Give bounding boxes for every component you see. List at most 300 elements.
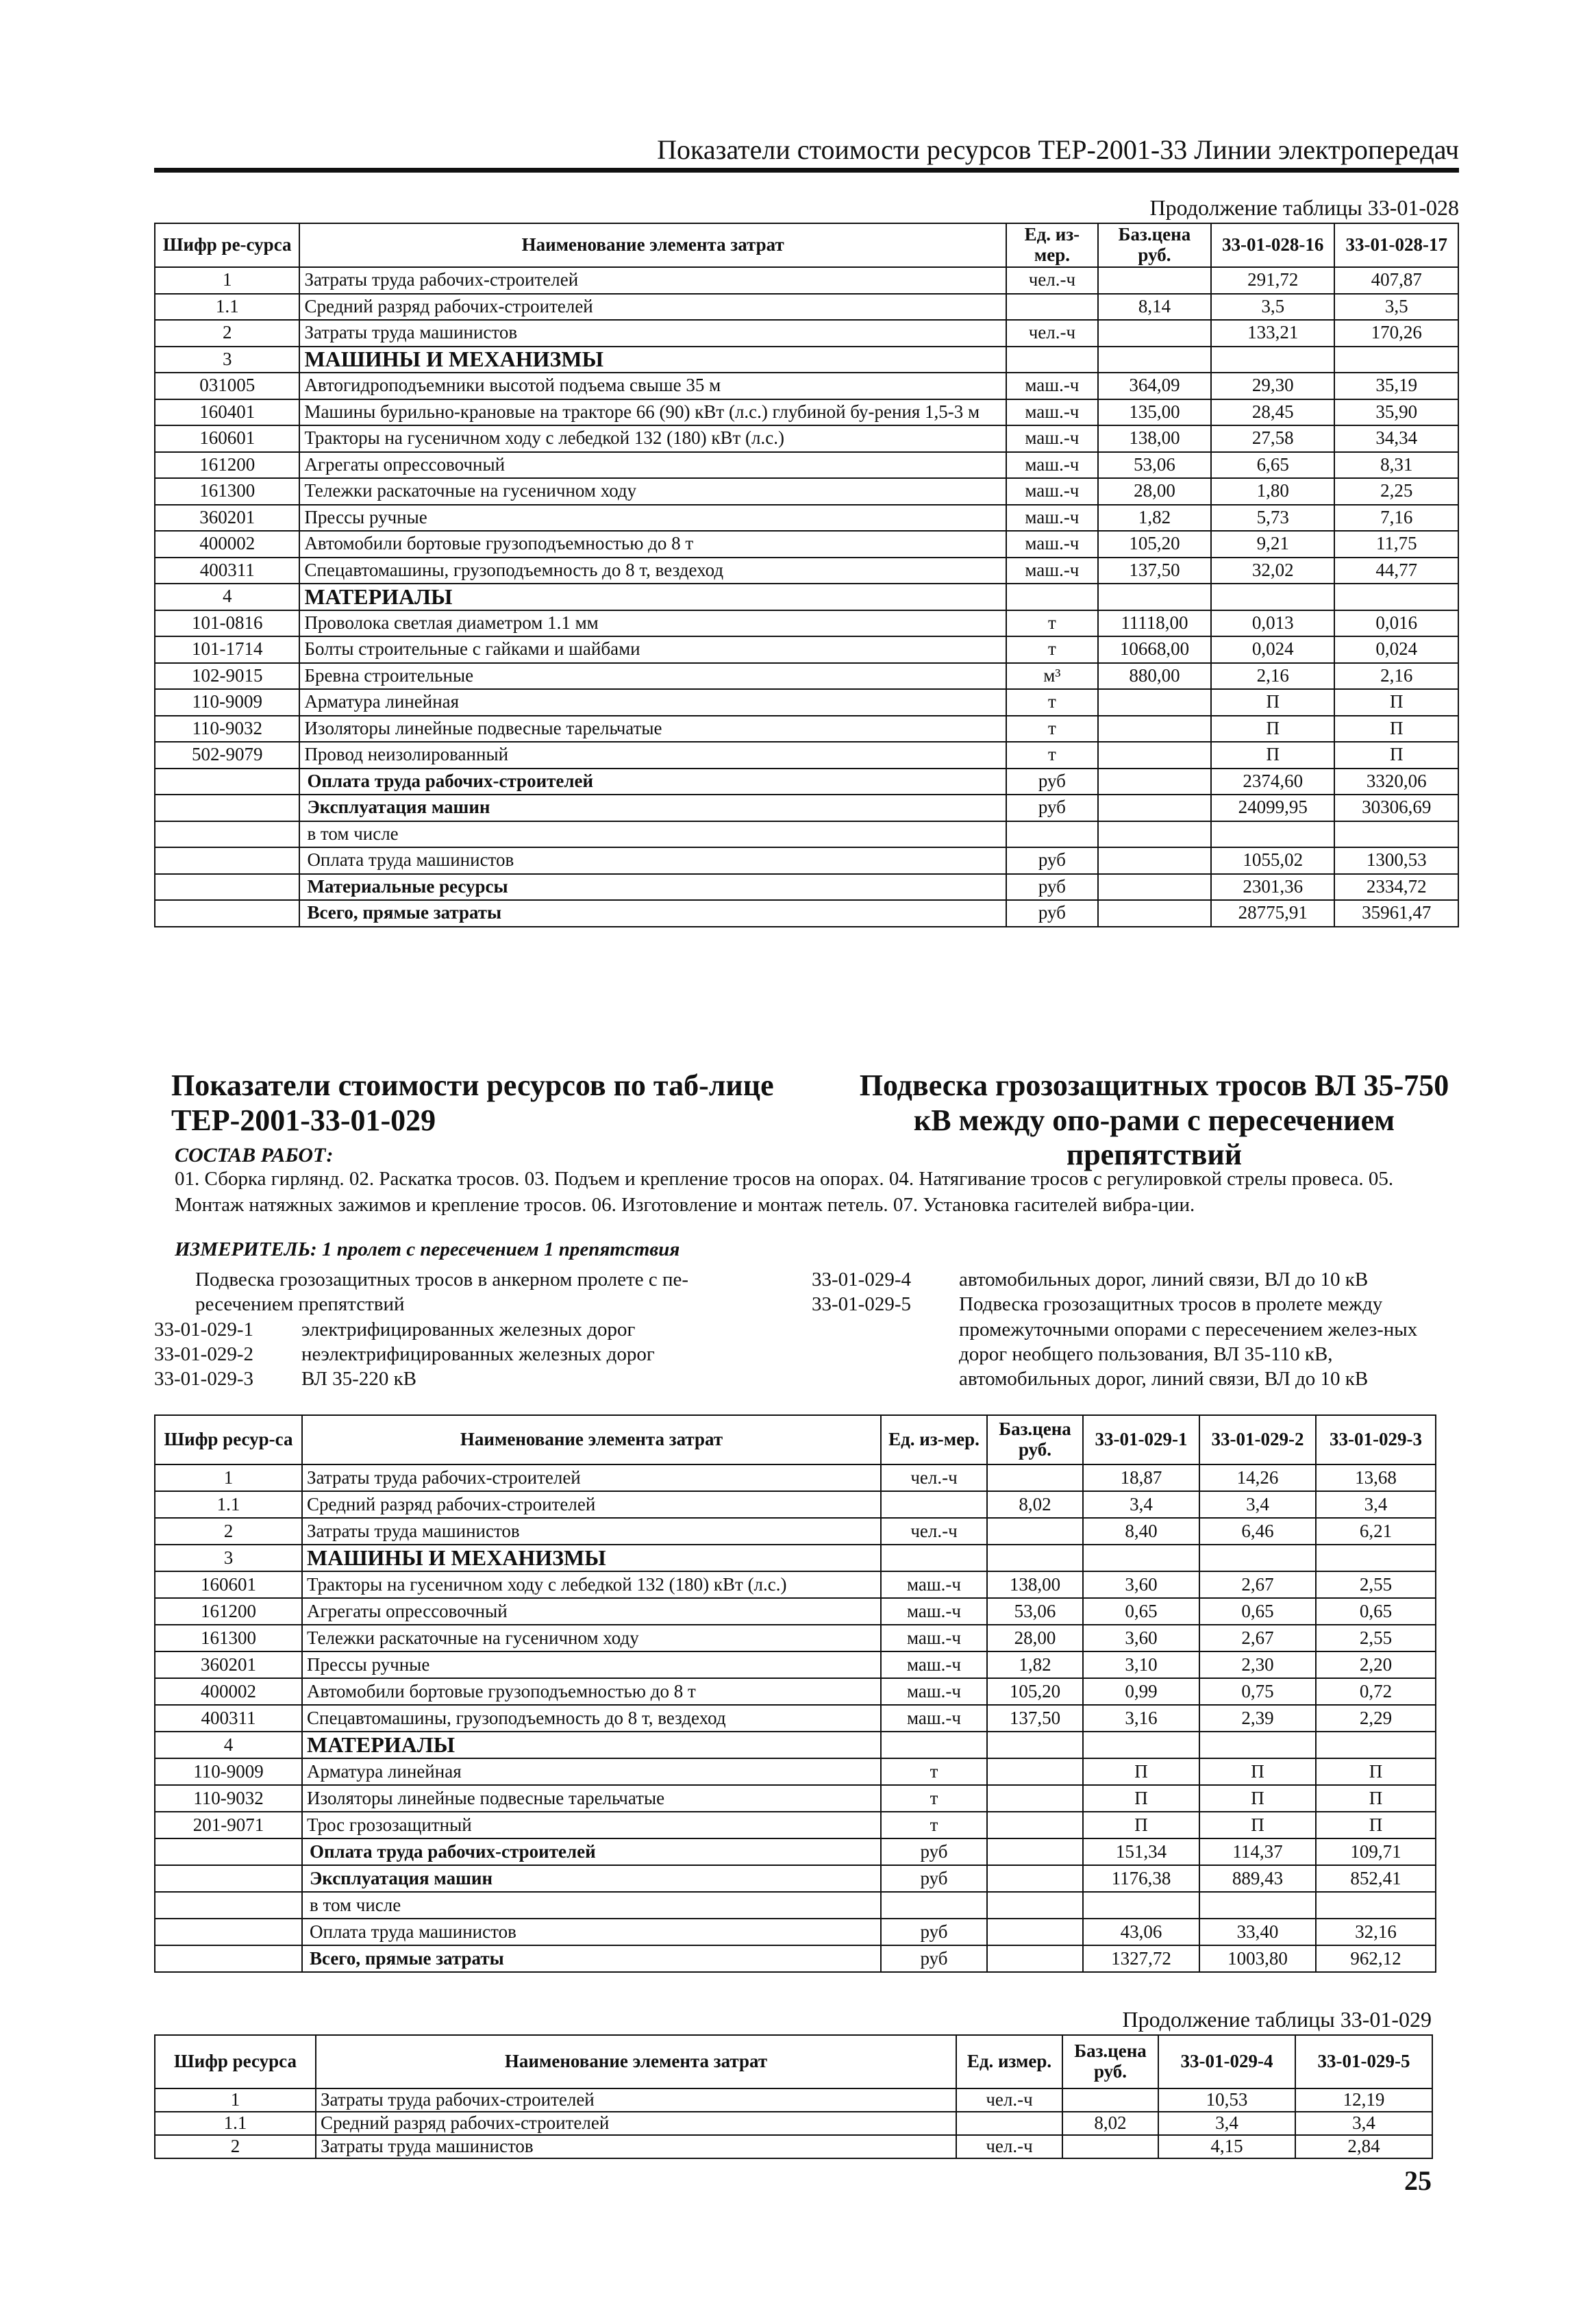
cell-value-2: 0,016 xyxy=(1334,610,1458,637)
table-row xyxy=(155,1625,1436,1651)
table-row xyxy=(155,531,1458,558)
col-header-price: Баз.цена руб. xyxy=(987,1415,1083,1464)
table-row xyxy=(155,742,1458,769)
cell-unit: т xyxy=(1006,610,1098,637)
cell-value-3 xyxy=(1316,1545,1436,1571)
cell-value-1: 3,10 xyxy=(1083,1651,1199,1678)
col-header-029-2: 33-01-029-2 xyxy=(1199,1415,1316,1464)
cell-code: 400002 xyxy=(155,1678,302,1705)
cell-unit: чел.-ч xyxy=(956,2135,1062,2158)
cell-value-3: 2,29 xyxy=(1316,1705,1436,1732)
cell-name: Затраты труда машинистов xyxy=(316,2135,956,2158)
cell-value-3: 2,55 xyxy=(1316,1625,1436,1651)
cell-name: МАТЕРИАЛЫ xyxy=(299,584,1006,610)
cell-code: 360201 xyxy=(155,505,299,532)
cell-unit: руб xyxy=(881,1945,987,1972)
cell-unit: м³ xyxy=(1006,663,1098,690)
cell-name: МАТЕРИАЛЫ xyxy=(302,1732,881,1758)
col-header-code: Шифр ре-сурса xyxy=(155,223,299,267)
cell-value-2: П xyxy=(1199,1758,1316,1785)
cell-price xyxy=(1062,2135,1158,2158)
cell-code: 2 xyxy=(155,320,299,347)
cell-value-1: 28,45 xyxy=(1211,399,1335,426)
cell-code: 161200 xyxy=(155,452,299,479)
cell-name: Всего, прямые затраты xyxy=(302,1945,881,1972)
table-row xyxy=(155,1651,1436,1678)
cell-value-2: 3320,06 xyxy=(1334,769,1458,795)
table-row xyxy=(155,267,1458,294)
cell-price xyxy=(987,1545,1083,1571)
cell-value-1: 3,16 xyxy=(1083,1705,1199,1732)
cell-name: Арматура линейная xyxy=(299,689,1006,716)
table-33-01-028 xyxy=(154,223,1459,927)
section-title-left: Показатели стоимости ресурсов по таб-лице ТЕР-2001-33-01-029 xyxy=(171,1069,774,1137)
cell-code: 110-9009 xyxy=(155,689,299,716)
cell-name: Затраты труда рабочих-строителей xyxy=(316,2088,956,2112)
table-row xyxy=(155,1464,1436,1491)
cell-price xyxy=(987,1919,1083,1945)
table-row xyxy=(155,399,1458,426)
cell-price xyxy=(1098,874,1211,901)
cell-unit: т xyxy=(881,1812,987,1838)
table-row xyxy=(155,1571,1436,1598)
cell-value-1: П xyxy=(1211,689,1335,716)
cell-name: Затраты труда машинистов xyxy=(302,1518,881,1545)
cell-code: 2 xyxy=(155,1518,302,1545)
cell-name: Провод неизолированный xyxy=(299,742,1006,769)
cell-value-1: 1176,38 xyxy=(1083,1865,1199,1892)
cell-code xyxy=(155,1919,302,1945)
cell-value-3: 3,4 xyxy=(1316,1491,1436,1518)
cell-code: 161300 xyxy=(155,1625,302,1651)
table-row xyxy=(155,425,1458,452)
cell-value-1: 3,4 xyxy=(1158,2112,1295,2135)
page-header: Показатели стоимости ресурсов ТЕР-2001-33 Линии электропередач xyxy=(657,134,1459,165)
table-row xyxy=(155,821,1458,848)
cell-value-2 xyxy=(1199,1545,1316,1571)
cell-price: 11118,00 xyxy=(1098,610,1211,637)
cell-value-1: 28775,91 xyxy=(1211,900,1335,927)
measure-text: неэлектрифицированных железных дорог xyxy=(301,1343,655,1365)
cell-value-2: 33,40 xyxy=(1199,1919,1316,1945)
cell-unit: маш.-ч xyxy=(1006,399,1098,426)
cell-unit: руб xyxy=(1006,900,1098,927)
cell-unit: чел.-ч xyxy=(881,1464,987,1491)
col-header-028-16: 33-01-028-16 xyxy=(1211,223,1335,267)
cell-unit: т xyxy=(1006,742,1098,769)
cell-unit: чел.-ч xyxy=(1006,267,1098,294)
cell-price xyxy=(987,1464,1083,1491)
cell-value-3: 2,55 xyxy=(1316,1571,1436,1598)
cell-code: 110-9032 xyxy=(155,716,299,743)
cell-value-2: 14,26 xyxy=(1199,1464,1316,1491)
table-row xyxy=(155,2112,1432,2135)
table-33-01-029 xyxy=(154,1414,1436,1973)
cell-price xyxy=(1098,821,1211,848)
cell-value-2: 6,46 xyxy=(1199,1518,1316,1545)
cell-name: Затраты труда машинистов xyxy=(299,320,1006,347)
table-row xyxy=(155,1491,1436,1518)
measures-left xyxy=(154,1267,757,1391)
measure-text: ВЛ 35-220 кВ xyxy=(301,1368,416,1390)
cell-value-3: П xyxy=(1316,1812,1436,1838)
table-row xyxy=(155,636,1458,663)
table-row xyxy=(155,769,1458,795)
cell-name: в том числе xyxy=(302,1892,881,1919)
cell-value-2: 2,25 xyxy=(1334,478,1458,505)
measure-text: Подвеска грозозащитных тросов в пролете между промежуточными опорами с пересечением желез-ных дорог необщего пользования, ВЛ 35-110 кВ, автомобильных дорог, линий связи, ВЛ до 10 кВ xyxy=(959,1293,1418,1390)
measure-code: 33-01-029-2 xyxy=(154,1343,253,1365)
cell-name: Эксплуатация машин xyxy=(302,1865,881,1892)
cell-value-2: 2,84 xyxy=(1295,2135,1432,2158)
cell-price xyxy=(1098,267,1211,294)
cell-price xyxy=(1098,769,1211,795)
table1-continuation-label: Продолжение таблицы 33-01-028 xyxy=(1149,195,1459,220)
cell-value-1: 5,73 xyxy=(1211,505,1335,532)
cell-name: Автомобили бортовые грузоподъемностью до 8 т xyxy=(302,1678,881,1705)
cell-value-1: 6,65 xyxy=(1211,452,1335,479)
cell-name: Оплата труда рабочих-строителей xyxy=(302,1838,881,1865)
cell-value-3: П xyxy=(1316,1785,1436,1812)
cell-value-2: 1300,53 xyxy=(1334,847,1458,874)
cell-name: Тележки раскаточные на гусеничном ходу xyxy=(302,1625,881,1651)
cell-unit: маш.-ч xyxy=(881,1678,987,1705)
cell-value-3: 962,12 xyxy=(1316,1945,1436,1972)
cell-price: 28,00 xyxy=(987,1625,1083,1651)
table-row xyxy=(155,294,1458,321)
cell-code xyxy=(155,874,299,901)
table-row xyxy=(155,373,1458,399)
cell-unit: маш.-ч xyxy=(1006,373,1098,399)
cell-price: 364,09 xyxy=(1098,373,1211,399)
cell-code: 1 xyxy=(155,2088,316,2112)
cell-unit: руб xyxy=(1006,847,1098,874)
cell-value-1: 1055,02 xyxy=(1211,847,1335,874)
measure-code: 33-01-029-3 xyxy=(154,1368,253,1390)
cell-value-2: 11,75 xyxy=(1334,531,1458,558)
cell-value-1: 0,013 xyxy=(1211,610,1335,637)
cell-value-2 xyxy=(1199,1732,1316,1758)
cell-unit: маш.-ч xyxy=(881,1705,987,1732)
cell-name: Средний разряд рабочих-строителей xyxy=(302,1491,881,1518)
cell-value-1: 9,21 xyxy=(1211,531,1335,558)
cell-price xyxy=(1098,742,1211,769)
cell-value-1 xyxy=(1211,347,1335,373)
cell-unit: руб xyxy=(881,1919,987,1945)
cell-unit xyxy=(881,1491,987,1518)
table-row xyxy=(155,1732,1436,1758)
cell-unit: маш.-ч xyxy=(1006,531,1098,558)
cell-code: 101-0816 xyxy=(155,610,299,637)
col-header-unit: Ед. из-мер. xyxy=(881,1415,987,1464)
cell-value-2: 3,4 xyxy=(1199,1491,1316,1518)
cell-code: 1 xyxy=(155,1464,302,1491)
cell-value-2: 2,67 xyxy=(1199,1571,1316,1598)
cell-price xyxy=(1098,347,1211,373)
cell-name: Прессы ручные xyxy=(302,1651,881,1678)
header-rule xyxy=(154,168,1459,173)
cell-name: Затраты труда рабочих-строителей xyxy=(299,267,1006,294)
cell-value-1 xyxy=(1211,584,1335,610)
page-number: 25 xyxy=(1404,2165,1432,2196)
cell-unit: т xyxy=(881,1758,987,1785)
table-row xyxy=(155,1598,1436,1625)
cell-unit: чел.-ч xyxy=(1006,320,1098,347)
cell-value-2: 889,43 xyxy=(1199,1865,1316,1892)
cell-value-1: 4,15 xyxy=(1158,2135,1295,2158)
cell-name: Материальные ресурсы xyxy=(299,874,1006,901)
cell-name: Изоляторы линейные подвесные тарельчатые xyxy=(302,1785,881,1812)
cell-price xyxy=(1098,795,1211,821)
cell-value-2: 30306,69 xyxy=(1334,795,1458,821)
cell-value-3 xyxy=(1316,1732,1436,1758)
cell-code: 201-9071 xyxy=(155,1812,302,1838)
cell-code: 400311 xyxy=(155,1705,302,1732)
table-row xyxy=(155,1785,1436,1812)
cell-name: Прессы ручные xyxy=(299,505,1006,532)
cell-value-2: П xyxy=(1334,689,1458,716)
cell-code xyxy=(155,769,299,795)
table-row xyxy=(155,610,1458,637)
cell-value-3: 2,20 xyxy=(1316,1651,1436,1678)
cell-price xyxy=(987,1812,1083,1838)
cell-value-1: 24099,95 xyxy=(1211,795,1335,821)
cell-name: Машины бурильно-крановые на тракторе 66 (90) кВт (л.с.) глубиной бу-рения 1,5-3 м xyxy=(299,399,1006,426)
cell-value-2: П xyxy=(1199,1785,1316,1812)
cell-value-2: 407,87 xyxy=(1334,267,1458,294)
cell-value-1: 3,5 xyxy=(1211,294,1335,321)
cell-price: 28,00 xyxy=(1098,478,1211,505)
cell-value-2: 170,26 xyxy=(1334,320,1458,347)
table-row xyxy=(155,1838,1436,1865)
cell-price xyxy=(987,1945,1083,1972)
col-header-name: Наименование элемента затрат xyxy=(299,223,1006,267)
cell-code: 101-1714 xyxy=(155,636,299,663)
cell-value-3 xyxy=(1316,1892,1436,1919)
cell-code: 102-9015 xyxy=(155,663,299,690)
cell-price: 137,50 xyxy=(987,1705,1083,1732)
cell-value-2: 2334,72 xyxy=(1334,874,1458,901)
table-row xyxy=(155,689,1458,716)
cell-value-3: 32,16 xyxy=(1316,1919,1436,1945)
measure-code: 33-01-029-5 xyxy=(812,1293,911,1316)
cell-value-1: 0,65 xyxy=(1083,1598,1199,1625)
cell-unit: чел.-ч xyxy=(956,2088,1062,2112)
table-row xyxy=(155,795,1458,821)
measure-item xyxy=(812,1267,1432,1292)
cell-name: Оплата труда машинистов xyxy=(299,847,1006,874)
cell-price: 53,06 xyxy=(987,1598,1083,1625)
cell-unit: маш.-ч xyxy=(881,1571,987,1598)
cell-value-2: 12,19 xyxy=(1295,2088,1432,2112)
section-title-right: Подвеска грозозащитных тросов ВЛ 35-750 кВ между опо-рами с пересечением препятствий xyxy=(859,1069,1449,1172)
cell-name: Агрегаты опрессовочный xyxy=(299,452,1006,479)
cell-unit: т xyxy=(881,1785,987,1812)
cell-price: 138,00 xyxy=(987,1571,1083,1598)
cell-name: Болты строительные с гайками и шайбами xyxy=(299,636,1006,663)
cell-price: 10668,00 xyxy=(1098,636,1211,663)
cell-value-1: 291,72 xyxy=(1211,267,1335,294)
cell-price: 1,82 xyxy=(987,1651,1083,1678)
cell-unit xyxy=(956,2112,1062,2135)
table-row xyxy=(155,1758,1436,1785)
cell-value-1: 151,34 xyxy=(1083,1838,1199,1865)
cell-unit: маш.-ч xyxy=(1006,452,1098,479)
col-header-code: Шифр ресурса xyxy=(155,2035,316,2088)
cell-value-1: 32,02 xyxy=(1211,558,1335,584)
cell-code: 031005 xyxy=(155,373,299,399)
cell-code: 160401 xyxy=(155,399,299,426)
cell-name: Спецавтомашины, грузоподъемность до 8 т, вездеход xyxy=(302,1705,881,1732)
measure-text: автомобильных дорог, линий связи, ВЛ до 10 кВ xyxy=(959,1269,1369,1290)
cell-value-1: 18,87 xyxy=(1083,1464,1199,1491)
cell-unit: т xyxy=(1006,716,1098,743)
cell-price: 1,82 xyxy=(1098,505,1211,532)
cell-code: 161200 xyxy=(155,1598,302,1625)
table-row xyxy=(155,847,1458,874)
cell-name: Оплата труда рабочих-строителей xyxy=(299,769,1006,795)
cell-value-2: 35961,47 xyxy=(1334,900,1458,927)
cell-value-3: 852,41 xyxy=(1316,1865,1436,1892)
measures-right xyxy=(812,1267,1432,1391)
cell-value-3: 0,65 xyxy=(1316,1598,1436,1625)
cell-code xyxy=(155,1838,302,1865)
col-header-price: Баз.цена руб. xyxy=(1062,2035,1158,2088)
cell-value-2 xyxy=(1334,821,1458,848)
cell-code: 110-9032 xyxy=(155,1785,302,1812)
cell-code: 4 xyxy=(155,1732,302,1758)
cell-unit: маш.-ч xyxy=(1006,505,1098,532)
work-composition-text: 01. Сборка гирлянд. 02. Раскатка тросов. 03. Подъем и крепление тросов на опорах. 04. Натягивание тросов с регулировкой стрелы провеса. 05. Монтаж натяжных зажимов и крепление тросов. 06. Изготовление и монтаж петель. 07. Установка гасителей вибра-ции. xyxy=(175,1168,1394,1217)
cell-value-1: 43,06 xyxy=(1083,1919,1199,1945)
cell-name: в том числе xyxy=(299,821,1006,848)
cell-value-2 xyxy=(1334,347,1458,373)
cell-value-1: 8,40 xyxy=(1083,1518,1199,1545)
cell-price: 137,50 xyxy=(1098,558,1211,584)
col-header-029-3: 33-01-029-3 xyxy=(1316,1415,1436,1464)
cell-unit: маш.-ч xyxy=(881,1651,987,1678)
table-row xyxy=(155,505,1458,532)
cell-code: 1.1 xyxy=(155,1491,302,1518)
table-row xyxy=(155,1945,1436,1972)
cell-value-1 xyxy=(1083,1892,1199,1919)
cell-price xyxy=(1098,716,1211,743)
col-header-code: Шифр ресур-са xyxy=(155,1415,302,1464)
cell-name: Спецавтомашины, грузоподъемность до 8 т, вездеход xyxy=(299,558,1006,584)
measure-item xyxy=(154,1342,757,1367)
cell-value-2 xyxy=(1334,584,1458,610)
cell-value-2: 1003,80 xyxy=(1199,1945,1316,1972)
cell-value-2: П xyxy=(1199,1812,1316,1838)
table-row xyxy=(155,1705,1436,1732)
measure-item xyxy=(154,1317,757,1342)
cell-unit xyxy=(1006,821,1098,848)
cell-code: 110-9009 xyxy=(155,1758,302,1785)
cell-unit: т xyxy=(1006,636,1098,663)
cell-value-2: 44,77 xyxy=(1334,558,1458,584)
cell-value-1: П xyxy=(1083,1758,1199,1785)
col-header-029-5: 33-01-029-5 xyxy=(1295,2035,1432,2088)
cell-price: 8,14 xyxy=(1098,294,1211,321)
table-row xyxy=(155,2135,1432,2158)
cell-code: 502-9079 xyxy=(155,742,299,769)
table-row xyxy=(155,2088,1432,2112)
measure-item xyxy=(154,1367,757,1391)
cell-name: МАШИНЫ И МЕХАНИЗМЫ xyxy=(302,1545,881,1571)
measure-item xyxy=(812,1292,1432,1391)
cell-code: 160601 xyxy=(155,425,299,452)
cell-price xyxy=(1098,320,1211,347)
table-row xyxy=(155,1919,1436,1945)
cell-unit: руб xyxy=(881,1865,987,1892)
cell-unit: руб xyxy=(881,1838,987,1865)
cell-price xyxy=(987,1732,1083,1758)
cell-code: 4 xyxy=(155,584,299,610)
cell-code xyxy=(155,1945,302,1972)
cell-unit: руб xyxy=(1006,769,1098,795)
table-row xyxy=(155,452,1458,479)
cell-name: МАШИНЫ И МЕХАНИЗМЫ xyxy=(299,347,1006,373)
cell-code xyxy=(155,821,299,848)
cell-unit: руб xyxy=(1006,795,1098,821)
cell-name: Тракторы на гусеничном ходу с лебедкой 132 (180) кВт (л.с.) xyxy=(299,425,1006,452)
cell-value-3: 6,21 xyxy=(1316,1518,1436,1545)
cell-name: Оплата труда машинистов xyxy=(302,1919,881,1945)
cell-code xyxy=(155,847,299,874)
cell-name: Изоляторы линейные подвесные тарельчатые xyxy=(299,716,1006,743)
cell-name: Средний разряд рабочих-строителей xyxy=(299,294,1006,321)
cell-name: Тракторы на гусеничном ходу с лебедкой 132 (180) кВт (л.с.) xyxy=(302,1571,881,1598)
cell-code: 400002 xyxy=(155,531,299,558)
cell-code xyxy=(155,795,299,821)
cell-unit: маш.-ч xyxy=(1006,478,1098,505)
cell-name: Агрегаты опрессовочный xyxy=(302,1598,881,1625)
cell-value-1: 0,024 xyxy=(1211,636,1335,663)
table-row xyxy=(155,1518,1436,1545)
cell-unit: т xyxy=(1006,689,1098,716)
cell-price xyxy=(987,1758,1083,1785)
table-row xyxy=(155,320,1458,347)
cell-value-2: 2,67 xyxy=(1199,1625,1316,1651)
cell-value-1: 2301,36 xyxy=(1211,874,1335,901)
cell-code: 1.1 xyxy=(155,294,299,321)
cell-code: 360201 xyxy=(155,1651,302,1678)
cell-unit: маш.-ч xyxy=(1006,558,1098,584)
col-header-price: Баз.цена руб. xyxy=(1098,223,1211,267)
cell-unit: чел.-ч xyxy=(881,1518,987,1545)
cell-code xyxy=(155,1865,302,1892)
cell-value-2: 0,75 xyxy=(1199,1678,1316,1705)
cell-unit xyxy=(1006,294,1098,321)
cell-value-1: П xyxy=(1083,1812,1199,1838)
col-header-029-1: 33-01-029-1 xyxy=(1083,1415,1199,1464)
cell-value-3: 0,72 xyxy=(1316,1678,1436,1705)
table-row xyxy=(155,558,1458,584)
work-composition-label: СОСТАВ РАБОТ: xyxy=(175,1144,334,1167)
measure-text: электрифицированных железных дорог xyxy=(301,1318,636,1340)
cell-value-1: 0,99 xyxy=(1083,1678,1199,1705)
cell-unit xyxy=(881,1892,987,1919)
col-header-name: Наименование элемента затрат xyxy=(316,2035,956,2088)
cell-price: 8,02 xyxy=(1062,2112,1158,2135)
cell-value-1: 3,60 xyxy=(1083,1625,1199,1651)
table-row xyxy=(155,1892,1436,1919)
cell-unit: маш.-ч xyxy=(1006,425,1098,452)
cell-price xyxy=(1098,689,1211,716)
cell-value-1: П xyxy=(1083,1785,1199,1812)
cell-price xyxy=(987,1518,1083,1545)
cell-value-2: 34,34 xyxy=(1334,425,1458,452)
